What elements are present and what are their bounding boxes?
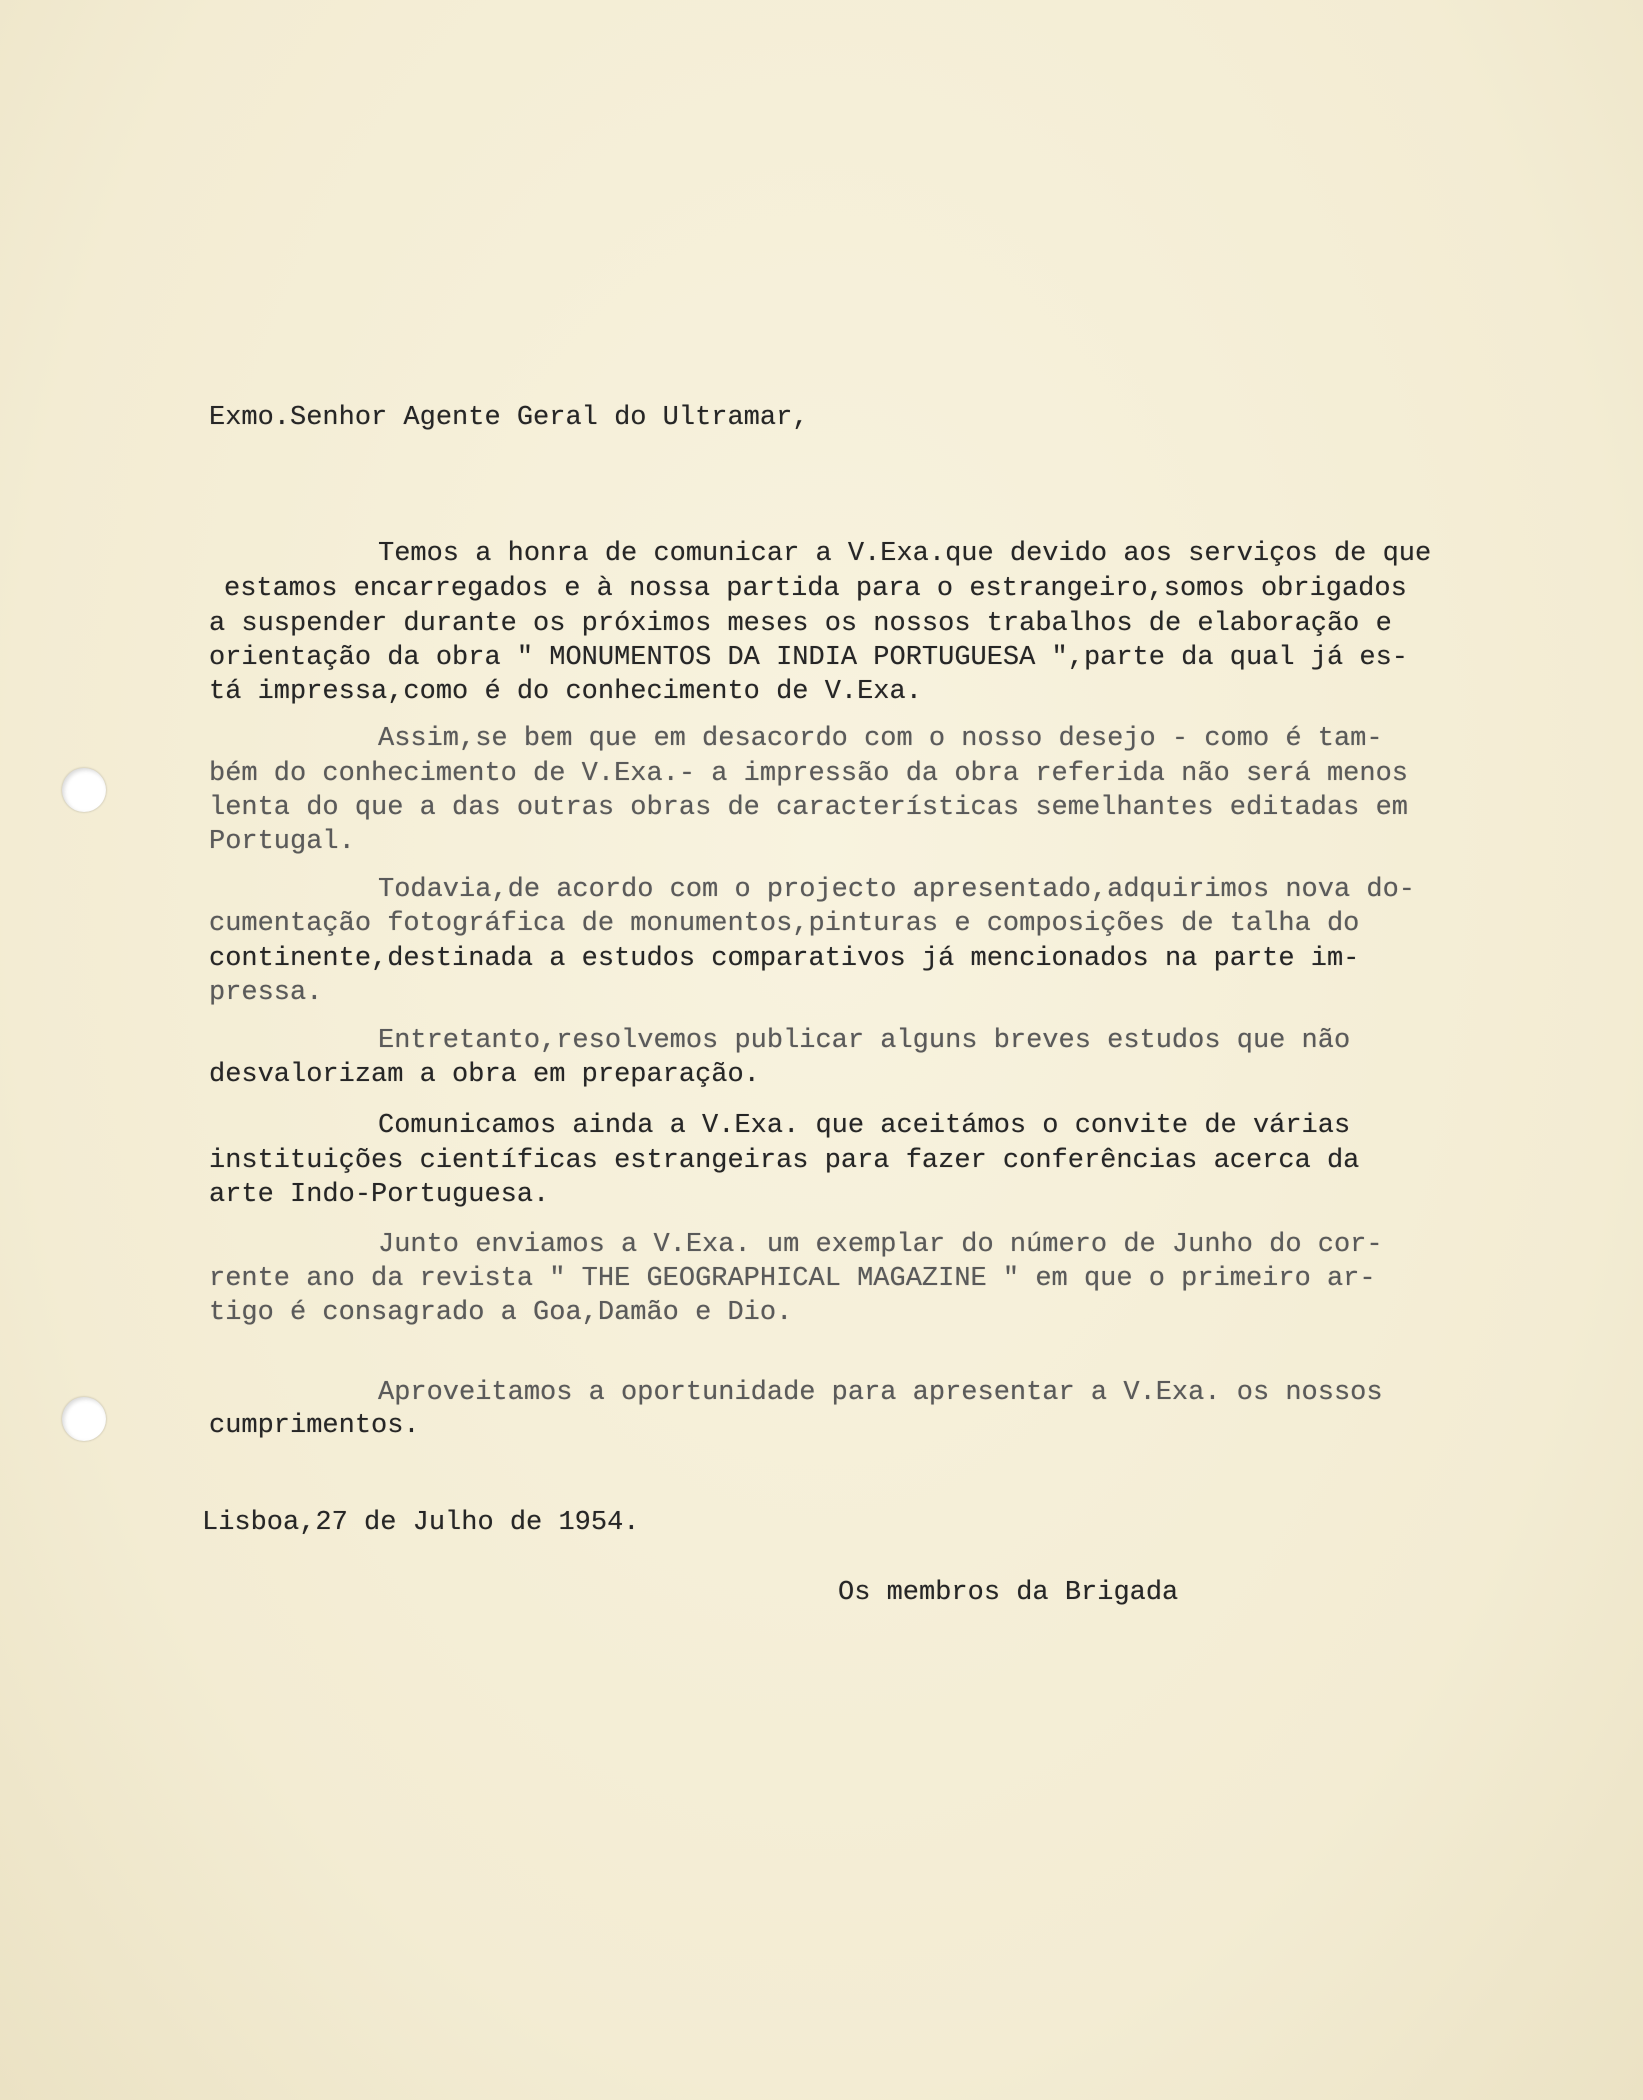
salutation: Exmo.Senhor Agente Geral do Ultramar, <box>209 403 809 433</box>
paragraph-line: lenta do que a das outras obras de características semelhantes editadas em <box>209 793 1408 823</box>
place-date: Lisboa,27 de Julho de 1954. <box>202 1508 640 1538</box>
paragraph-line: tigo é consagrado a Goa,Damão e Dio. <box>209 1298 793 1328</box>
signature: Os membros da Brigada <box>838 1578 1179 1608</box>
paragraph-line: instituições científicas estrangeiras para fazer conferências acerca da <box>209 1146 1360 1176</box>
paragraph-line: Aproveitamos a oportunidade para apresentar a V.Exa. os nossos <box>378 1378 1383 1408</box>
paragraph-line: rente ano da revista " THE GEOGRAPHICAL MAGAZINE " em que o primeiro ar- <box>209 1264 1376 1294</box>
paragraph-line: Assim,se bem que em desacordo com o nosso desejo - como é tam- <box>378 724 1383 754</box>
paragraph-line: estamos encarregados e à nossa partida para o estrangeiro,somos obrigados <box>224 574 1407 604</box>
paragraph-line: Comunicamos ainda a V.Exa. que aceitámos o convite de várias <box>378 1111 1351 1141</box>
paragraph-line: cumentação fotográfica de monumentos,pinturas e composições de talha do <box>209 909 1360 939</box>
paragraph-line: desvalorizam a obra em preparação. <box>209 1060 760 1090</box>
paragraph-line: Entretanto,resolvemos publicar alguns breves estudos que não <box>378 1026 1351 1056</box>
paragraph-line: Junto enviamos a V.Exa. um exemplar do número de Junho do cor- <box>378 1230 1383 1260</box>
paragraph-line: arte Indo-Portuguesa. <box>209 1180 550 1210</box>
paragraph-line: tá impressa,como é do conhecimento de V.Exa. <box>209 677 922 707</box>
paragraph-line: Portugal. <box>209 827 355 857</box>
paragraph-line: pressa. <box>209 978 323 1008</box>
paragraph-line: continente,destinada a estudos comparativos já mencionados na parte im- <box>209 944 1360 974</box>
paragraph-line: bém do conhecimento de V.Exa.- a impressão da obra referida não será menos <box>209 759 1408 789</box>
paragraph-line: Todavia,de acordo com o projecto apresentado,adquirimos nova do- <box>378 875 1415 905</box>
punch-hole-lower <box>62 1397 106 1441</box>
punch-hole-upper <box>62 768 106 812</box>
paragraph-line: a suspender durante os próximos meses os nossos trabalhos de elaboração e <box>209 609 1392 639</box>
paragraph-line: orientação da obra " MONUMENTOS DA INDIA PORTUGUESA ",parte da qual já es- <box>209 643 1408 673</box>
paragraph-line: cumprimentos. <box>209 1411 420 1441</box>
paragraph-line: Temos a honra de comunicar a V.Exa.que devido aos serviços de que <box>378 539 1432 569</box>
